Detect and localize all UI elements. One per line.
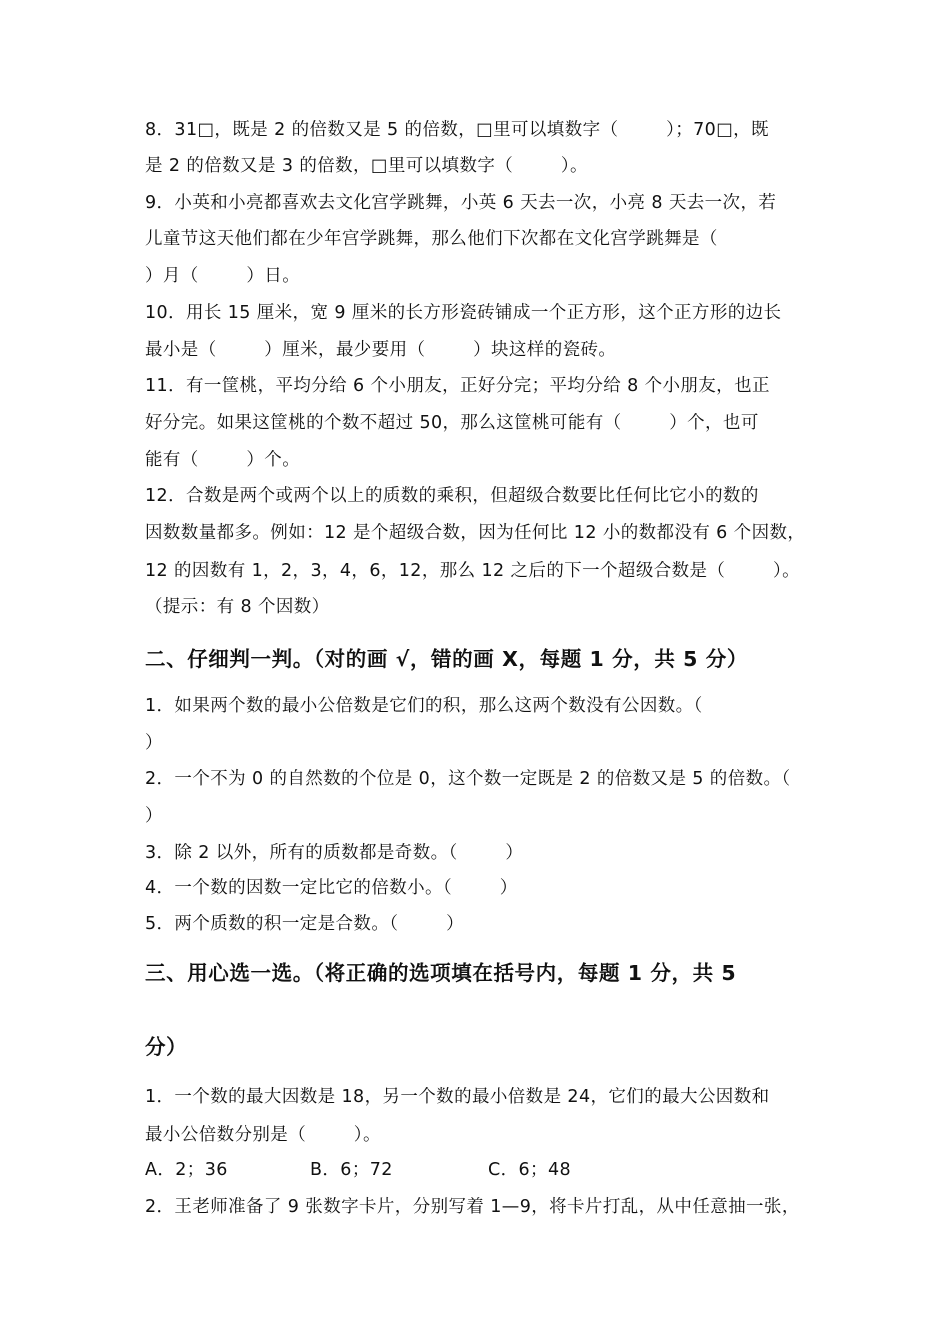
section2-heading: 二、仔细判一判。（对的画 √，错的画 X，每题 1 分，共 5 分） xyxy=(145,647,748,671)
q11-line-2: 好分完。如果这筐桃的个数不超过 50，那么这筐桃可能有（ ）个，也可 xyxy=(145,413,759,433)
tf1-line-2: ） xyxy=(145,733,163,753)
mc1-line-2: 最小公倍数分别是（ ）。 xyxy=(145,1125,381,1145)
tf4-line: 4．一个数的因数一定比它的倍数小。（ ） xyxy=(145,878,518,898)
mc2-line-1: 2．王老师准备了 9 张数字卡片，分别写着 1—9，将卡片打乱，从中任意抽一张， xyxy=(145,1197,800,1217)
tf2-line-2: ） xyxy=(145,806,163,826)
q12-line-3: 12 的因数有 1，2，3，4，6，12，那么 12 之后的下一个超级合数是（ ）。 xyxy=(145,561,801,581)
q12-line-2: 因数数量都多。例如：12 是个超级合数，因为任何比 12 小的数都没有 6 个因数， xyxy=(145,523,806,543)
section3-heading-line-2: 分） xyxy=(145,1035,188,1059)
mc1-option-a: A．2；36 xyxy=(145,1160,228,1180)
q11-line-1: 11．有一筐桃，平均分给 6 个小朋友，正好分完；平均分给 8 个小朋友，也正 xyxy=(145,376,770,396)
q9-line-1: 9．小英和小亮都喜欢去文化宫学跳舞，小英 6 天去一次，小亮 8 天去一次，若 xyxy=(145,193,777,213)
mc1-line-1: 1．一个数的最大因数是 18，另一个数的最小倍数是 24，它们的最大公因数和 xyxy=(145,1087,770,1107)
section3-heading-line-1: 三、用心选一选。（将正确的选项填在括号内，每题 1 分，共 5 xyxy=(145,961,737,985)
q8-line-1: 8．31□，既是 2 的倍数又是 5 的倍数，□里可以填数字（ ）；70□，既 xyxy=(145,120,769,140)
q10-line-2: 最小是（ ）厘米，最少要用（ ）块这样的瓷砖。 xyxy=(145,340,617,360)
mc1-option-b: B．6；72 xyxy=(310,1160,393,1180)
q9-line-3: ）月（ ）日。 xyxy=(145,266,301,286)
q8-line-2: 是 2 的倍数又是 3 的倍数，□里可以填数字（ ）。 xyxy=(145,156,588,176)
mc1-option-c: C．6；48 xyxy=(488,1160,572,1180)
q9-line-2: 儿童节这天他们都在少年宫学跳舞，那么他们下次都在文化宫学跳舞是（ xyxy=(145,229,718,249)
tf5-line: 5．两个质数的积一定是合数。（ ） xyxy=(145,914,464,934)
q10-line-1: 10．用长 15 厘米，宽 9 厘米的长方形瓷砖铺成一个正方形，这个正方形的边长 xyxy=(145,303,782,323)
q12-line-4: （提示：有 8 个因数） xyxy=(145,597,330,617)
tf3-line: 3．除 2 以外，所有的质数都是奇数。（ ） xyxy=(145,843,524,863)
tf2-line-1: 2．一个不为 0 的自然数的个位是 0，这个数一定既是 2 的倍数又是 5 的倍数。（ xyxy=(145,769,791,789)
q12-line-1: 12．合数是两个或两个以上的质数的乘积，但超级合数要比任何比它小的数的 xyxy=(145,486,759,506)
q11-line-3: 能有（ ）个。 xyxy=(145,450,301,470)
tf1-line-1: 1．如果两个数的最小公倍数是它们的积，那么这两个数没有公因数。（ xyxy=(145,696,703,716)
